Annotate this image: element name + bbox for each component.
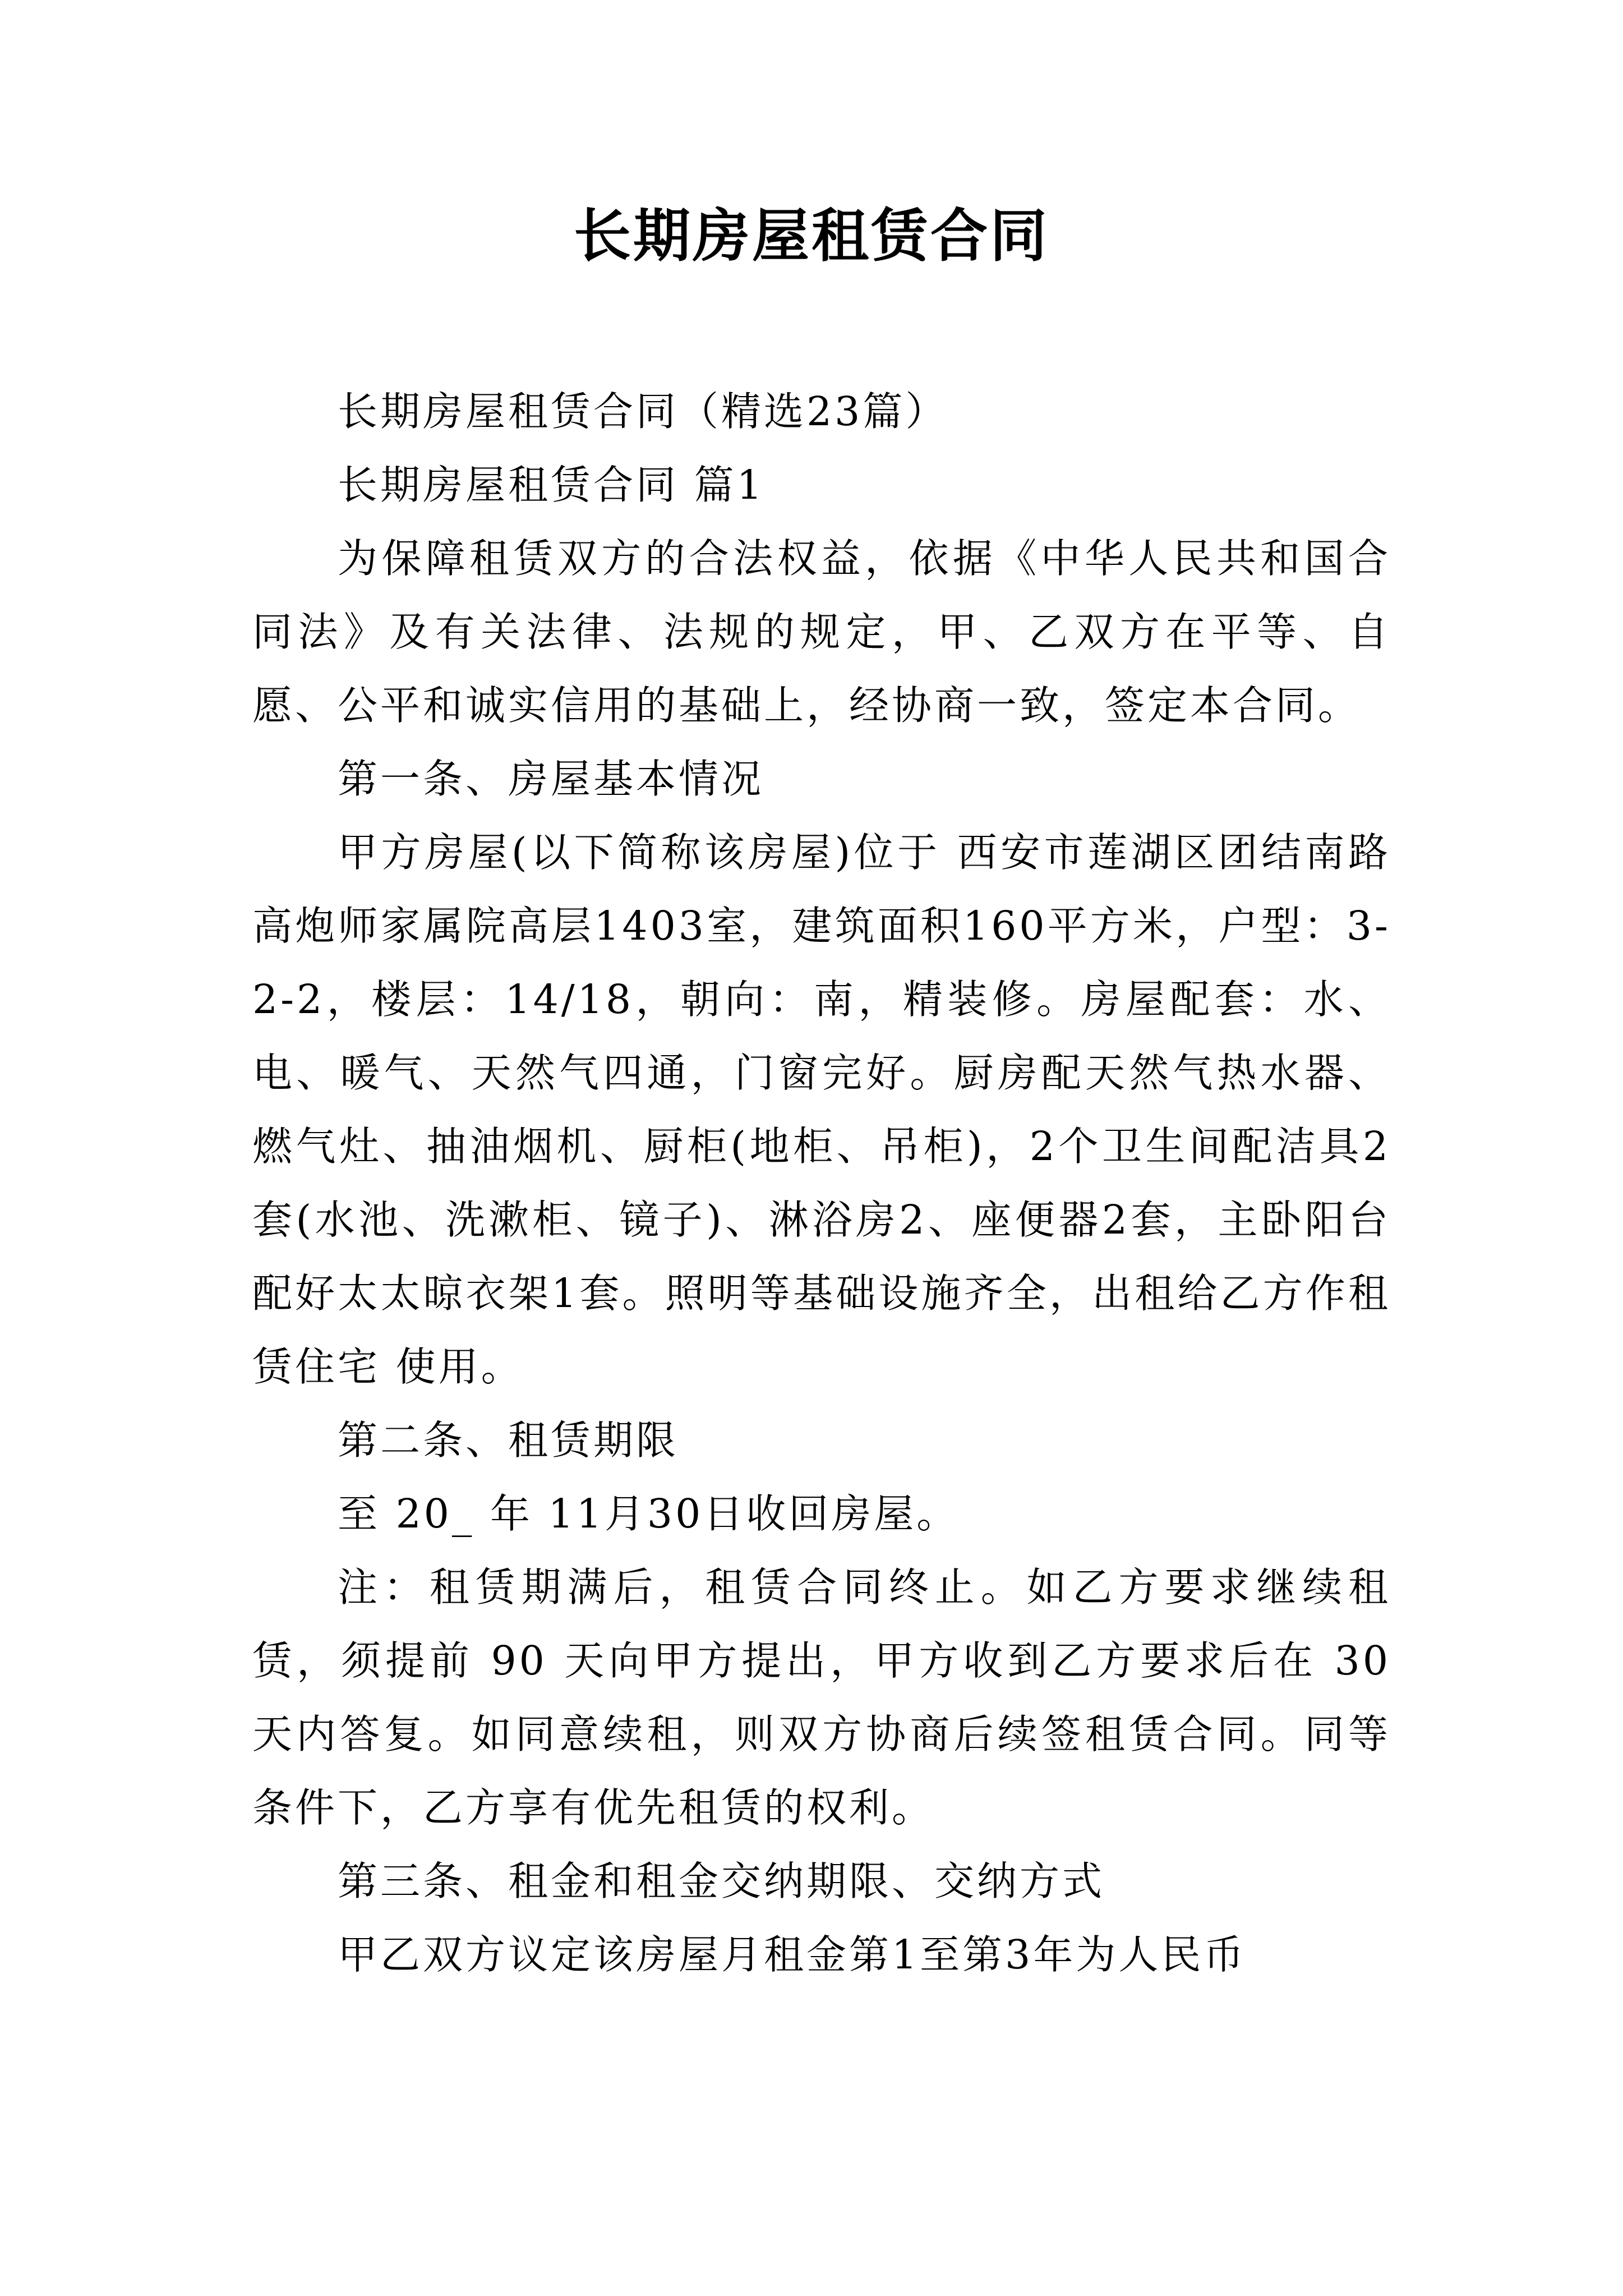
article-2-body: 至 20_ 年 11月30日收回房屋。 — [338, 1490, 960, 1537]
article-3-heading: 第三条、租金和租金交纳期限、交纳方式 — [338, 1858, 1105, 1904]
paragraph-preamble: 为保障租赁双方的合法权益，依据《中华人民共和国合同法》及有关法律、法规的规定，甲、乙双方在平等、自愿、公平和诚实信用的基础上，经协商一致，签定本合同。 — [252, 535, 1391, 729]
paragraph-section-heading: 长期房屋租赁合同 篇1 — [338, 462, 765, 508]
article-3-body: 甲乙双方议定该房屋月租金第1至第3年为人民币 — [338, 1931, 1247, 1978]
article-1-body: 甲方房屋(以下简称该房屋)位于 西安市莲湖区团结南路高炮师家属院高层1403室，建筑面积160平方米，户型：3-2-2，楼层：14/18，朝向：南，精装修。房屋配套：水、电、暖气、天然气四通，门窗完好。厨房配天然气热水器、燃气灶、抽油烟机、厨柜(地柜、吊柜)，2个卫生间配洁具2套(水池、洗漱柜、镜子)、淋浴房2、座便器2套，主卧阳台配好太太晾衣架1套。照明等基础设施齐全，出租给乙方作租赁住宅 使用。 — [252, 829, 1391, 1390]
article-2-heading: 第二条、租赁期限 — [338, 1417, 679, 1464]
document-title: 长期房屋租赁合同 — [574, 203, 1049, 270]
article-1-heading: 第一条、房屋基本情况 — [338, 756, 764, 802]
paragraph-collection-title: 长期房屋租赁合同（精选23篇） — [338, 388, 948, 435]
article-2-note: 注：租赁期满后，租赁合同终止。如乙方要求继续租赁，须提前 90 天向甲方提出，甲方收到乙方要求后在 30天内答复。如同意续租，则双方协商后续签租赁合同。同等条件下，乙方享有优先租赁的权利。 — [252, 1564, 1391, 1831]
document-body — [252, 375, 1391, 1991]
